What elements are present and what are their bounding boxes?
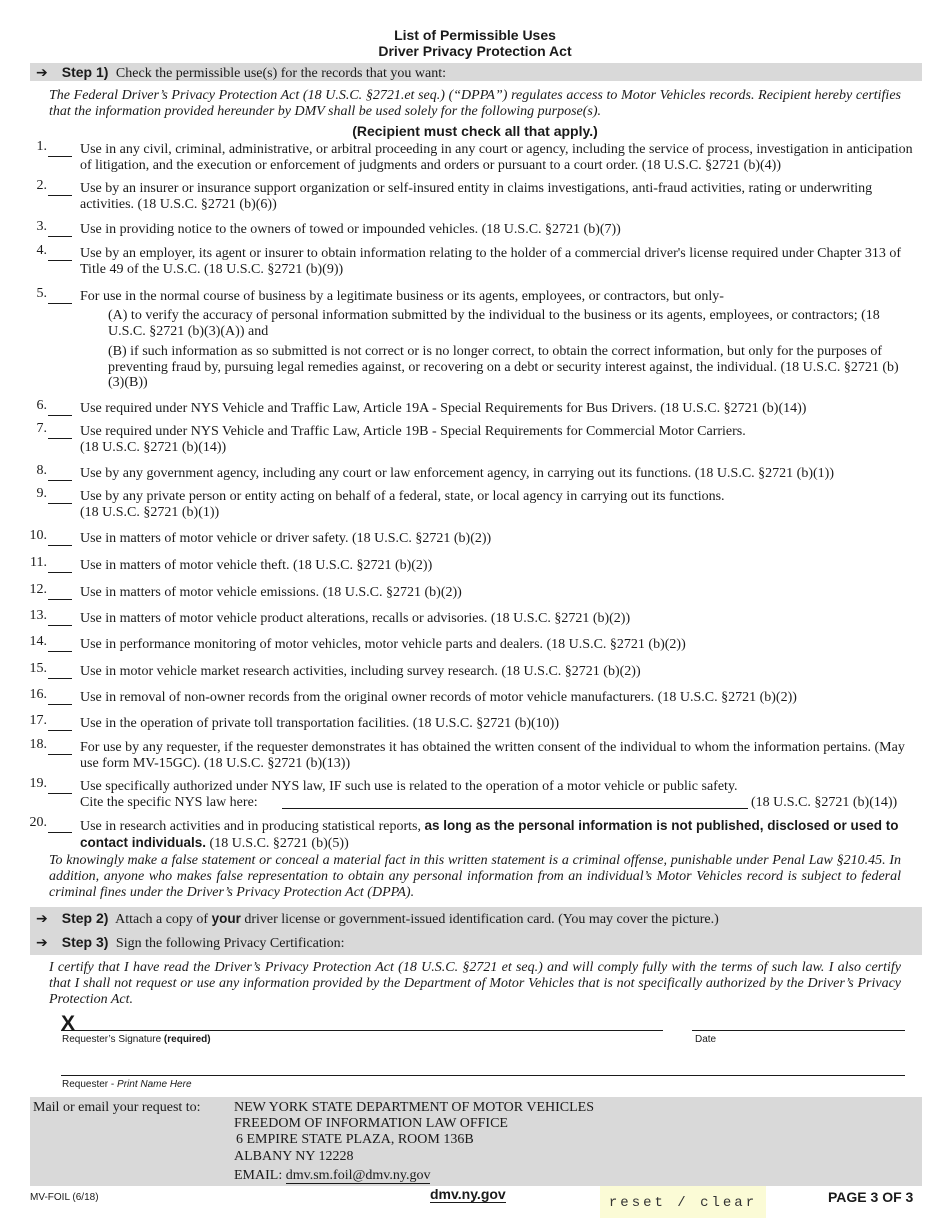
item-20-text: Use in research activities and in producing statistical reports, (80, 819, 421, 834)
use-item-13 (22, 608, 922, 627)
item-number: 13. (29, 608, 47, 623)
item-text (80, 818, 922, 851)
mail-label: Mail or email your request to: (33, 1100, 201, 1115)
check-blank-16[interactable] (48, 690, 72, 705)
step3 (36, 934, 345, 952)
check-blank-5[interactable] (48, 289, 72, 304)
step3-label: Step 3) (61, 934, 109, 950)
signature-x-mark: X (61, 1012, 76, 1035)
date-field[interactable] (692, 1016, 905, 1031)
item-number: 19. (29, 776, 47, 791)
check-blank-14[interactable] (48, 637, 72, 652)
use-item-4 (22, 243, 922, 277)
item-number: 16. (29, 687, 47, 702)
page-subtitle: Driver Privacy Protection Act (378, 43, 572, 59)
item-number: 9. (36, 486, 47, 501)
item-text: Use in performance monitoring of motor vehicles, motor vehicle parts and dealers. (18 U.S.C. §2721 (b)(2)) (80, 637, 686, 652)
use-item-15 (22, 661, 922, 680)
website-link[interactable]: dmv.ny.gov (430, 1186, 506, 1202)
print-name-label (62, 1079, 192, 1090)
item-text: Use by an employer, its agent or insurer to obtain information relating to the holder of a commercial driver's license required under Chapter 313 of Title 49 of the U.S.C. (18 U.S.C. §2721 (b)(9)) (80, 246, 902, 277)
step3-text: Sign the following Privacy Certification: (115, 936, 345, 951)
cite-law-field[interactable] (282, 793, 748, 809)
use-item-9 (22, 486, 922, 520)
step1 (36, 64, 446, 82)
use-item-10 (22, 528, 922, 547)
use-item-20 (22, 815, 922, 851)
use-item-18 (22, 737, 922, 771)
item-5-sub-a: (A) to verify the accuracy of personal information submitted by the individual to the business or its agents, employees, or contractors; (18 U.S.C. §2721 (b)(3)(A)) and (108, 308, 880, 339)
item-number: 10. (29, 528, 47, 543)
item-number: 2. (36, 178, 47, 193)
signature-required: (required) (163, 1034, 211, 1045)
use-item-7 (22, 421, 922, 455)
item-text: Use by an insurer or insurance support organization or self-insured entity in claims investigations, anti-fraud activities, rating or underwriting activities. (18 U.S.C. §2721 (b)(6)) (80, 181, 873, 212)
use-item-8 (22, 463, 922, 482)
item-number: 1. (36, 139, 47, 154)
arrow-right-icon: ➔ (36, 911, 48, 927)
check-blank-4[interactable] (48, 246, 72, 261)
item-number: 8. (36, 463, 47, 478)
use-item-14 (22, 634, 922, 653)
page-title: List of Permissible Uses (394, 27, 556, 43)
item-text: Use in removal of non-owner records from the original owner records of motor vehicle manufacturers. (18 U.S.C. §2721 (b)(2)) (80, 690, 797, 705)
step2-bold: your (211, 911, 241, 926)
signature-label-text: Requester’s Signature (62, 1034, 162, 1045)
mail-line-4: ALBANY NY 12228 (234, 1149, 354, 1164)
item-number: 14. (29, 634, 47, 649)
step1-text: Check the permissible use(s) for the records that you want: (115, 66, 446, 81)
item-number: 15. (29, 661, 47, 676)
item-text: Use in the operation of private toll transportation facilities. (18 U.S.C. §2721 (b)(10)) (80, 716, 560, 731)
use-item-3 (22, 219, 922, 238)
check-blank-13[interactable] (48, 611, 72, 626)
name-label: Requester - (62, 1079, 115, 1090)
use-item-2 (22, 178, 922, 212)
item-number: 5. (36, 286, 47, 301)
mail-line-2: FREEDOM OF INFORMATION LAW OFFICE (234, 1116, 508, 1131)
use-item-11 (22, 555, 922, 574)
item-number: 11. (30, 555, 47, 570)
item-number: 7. (36, 421, 47, 436)
item-number: 17. (29, 713, 47, 728)
date-label: Date (695, 1034, 717, 1045)
mail-line-1: NEW YORK STATE DEPARTMENT OF MOTOR VEHICLES (234, 1100, 594, 1115)
check-blank-15[interactable] (48, 664, 72, 679)
item-text: Use in matters of motor vehicle or driver safety. (18 U.S.C. §2721 (b)(2)) (80, 531, 492, 546)
mail-line-3: 6 EMPIRE STATE PLAZA, ROOM 136B (236, 1132, 474, 1147)
check-blank-12[interactable] (48, 585, 72, 600)
item-text: Use by any private person or entity acting on behalf of a federal, state, or local agency in carrying out its functions. (80, 489, 725, 504)
item-text: Use required under NYS Vehicle and Traffic Law, Article 19A - Special Requirements for Bus Drivers. (18 U.S.C. §2721 (b)(14)) (80, 401, 807, 416)
arrow-right-icon: ➔ (36, 65, 48, 81)
step2-label: Step 2) (61, 910, 109, 926)
arrow-right-icon: ➔ (36, 935, 48, 951)
page-number: PAGE 3 OF 3 (828, 1189, 914, 1205)
use-item-12 (22, 582, 922, 601)
signature-field[interactable] (61, 1016, 663, 1031)
check-blank-20[interactable] (48, 818, 72, 833)
check-blank-18[interactable] (48, 740, 72, 755)
check-blank-11[interactable] (48, 558, 72, 573)
item-text: Use in providing notice to the owners of towed or impounded vehicles. (18 U.S.C. §2721 (b)(7)) (80, 222, 621, 237)
use-item-5 (22, 286, 922, 305)
check-blank-2[interactable] (48, 181, 72, 196)
name-hint: Print Name Here (117, 1079, 192, 1090)
item-text: For use by any requester, if the requester demonstrates it has obtained the written consent of the individual to whom the information pertains. (May use form MV-15GC). (18 U.S.C. §2721 (b)(13)) (80, 740, 905, 771)
form-id: MV-FOIL (6/18) (30, 1192, 99, 1203)
check-blank-7[interactable] (48, 424, 72, 439)
reset-clear-button[interactable]: reset / clear (600, 1186, 766, 1218)
cite-suffix: (18 U.S.C. §2721 (b)(14)) (751, 795, 898, 810)
check-blank-17[interactable] (48, 716, 72, 731)
item-text: Use in matters of motor vehicle theft. (18 U.S.C. §2721 (b)(2)) (80, 558, 433, 573)
item-number: 4. (36, 243, 47, 258)
recipient-note: (Recipient must check all that apply.) (352, 123, 598, 139)
check-blank-6[interactable] (48, 401, 72, 416)
check-blank-19[interactable] (48, 779, 72, 794)
cite-label: Cite the specific NYS law here: (80, 795, 258, 810)
item-text: Use in any civil, criminal, administrative, or arbitral proceeding in any court or agency, including the service of process, investigation in anticipation of litigation, and the execution or enforcement of judgments and orders or pursuant to a court order. (18 U.S.C. §2721 (b)(4)) (80, 142, 913, 173)
warning-text: To knowingly make a false statement or conceal a material fact in this written statement is a criminal offense, punishable under Penal Law §210.45. In addition, anyone who makes false representation to obtain any personal information from an individual’s Motor Vehicles record is subject to federal criminal fines under the Driver’s Privacy Protection Act (DPPA). (49, 853, 901, 900)
item-number: 6. (36, 398, 47, 413)
item-text: Use in motor vehicle market research activities, including survey research. (18 U.S.C. §2721 (b)(2)) (80, 664, 641, 679)
step2 (36, 910, 719, 928)
item-number: 20. (29, 815, 47, 830)
email-link[interactable]: dmv.sm.foil@dmv.ny.gov (285, 1168, 431, 1183)
use-item-1 (22, 139, 922, 173)
step2-text-after: driver license or government-issued identification card. (You may cover the picture.) (244, 912, 719, 927)
intro-text: The Federal Driver’s Privacy Protection Act (18 U.S.C. §2721.et seq.) (“DPPA”) regulates access to Motor Vehicles records. Recipient hereby certifies that the information provided hereunder by DMV shall be used solely for the following purpose(s). (49, 88, 901, 119)
item-20-cite: (18 U.S.C. §2721 (b)(5)) (209, 835, 349, 851)
item-text-cont: (18 U.S.C. §2721 (b)(1)) (80, 504, 220, 520)
step2-text-before: Attach a copy of (115, 912, 209, 927)
item-text: Use in matters of motor vehicle emissions. (18 U.S.C. §2721 (b)(2)) (80, 585, 462, 600)
item-number: 12. (29, 582, 47, 597)
check-blank-8[interactable] (48, 466, 72, 481)
item-text: For use in the normal course of business by a legitimate business or its agents, employees, or contractors, but only- (80, 289, 724, 304)
item-5-sub-b: (B) if such information as so submitted is not correct or is no longer correct, to obtain the correct information, but only for the purposes of preventing fraud by, pursuing legal remedies against, or recovering on a debt or security interest against, the individual. (18 U.S.C. §2721 (b)(3)(B)) (108, 344, 899, 390)
item-number: 3. (36, 219, 47, 234)
use-item-16 (22, 687, 922, 706)
item-text: Use specifically authorized under NYS law, IF such use is related to the operation of a motor vehicle or public safety. (80, 779, 738, 794)
email-label: EMAIL: (234, 1168, 283, 1183)
check-blank-9[interactable] (48, 489, 72, 504)
signature-label (62, 1034, 211, 1045)
item-text: Use in matters of motor vehicle product alterations, recalls or advisories. (18 U.S.C. §2721 (b)(2)) (80, 611, 631, 626)
certification-text: I certify that I have read the Driver’s Privacy Protection Act (18 U.S.C. §2721 et seq.) and will comply fully with the terms of such law. I also certify that I shall not request or use any information provided by the Department of Motor Vehicles that is not specifically authorized by the Driver’s Privacy Protection Act. (49, 960, 901, 1007)
item-text-cont: (18 U.S.C. §2721 (b)(14)) (80, 439, 227, 455)
item-text: Use by any government agency, including any court or law enforcement agency, in carrying out its functions. (18 U.S.C. §2721 (b)(1)) (80, 466, 834, 481)
use-item-6 (22, 398, 922, 417)
check-blank-1[interactable] (48, 142, 72, 157)
use-item-17 (22, 713, 922, 732)
item-20-bold: as long as the personal information is not published, disclosed or used to contact individuals. (80, 818, 899, 850)
mail-email (234, 1168, 430, 1184)
print-name-field[interactable] (61, 1060, 905, 1076)
step1-label: Step 1) (61, 64, 109, 80)
check-blank-10[interactable] (48, 531, 72, 546)
check-blank-3[interactable] (48, 222, 72, 237)
item-number: 18. (29, 737, 47, 752)
item-text: Use required under NYS Vehicle and Traffic Law, Article 19B - Special Requirements for Commercial Motor Carriers. (80, 424, 746, 439)
